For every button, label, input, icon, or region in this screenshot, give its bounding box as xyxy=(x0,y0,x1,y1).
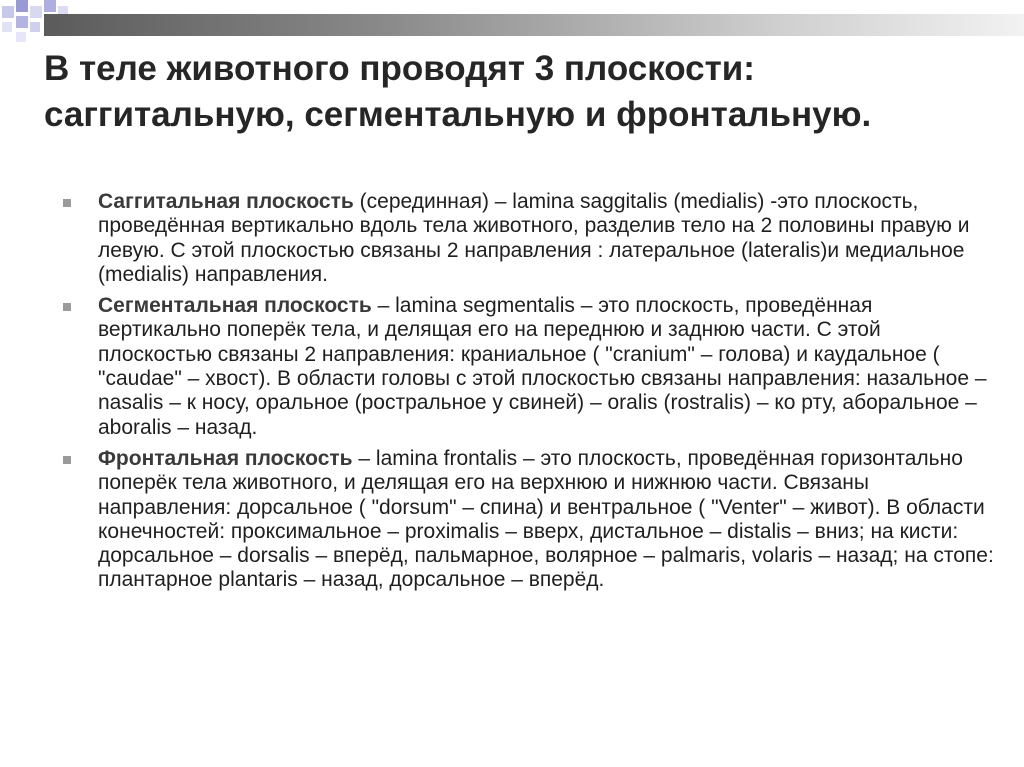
square-bullet-icon xyxy=(63,456,71,464)
term-segmental: Сегментальная плоскость xyxy=(98,294,372,318)
bullet-list xyxy=(62,190,997,600)
bullet-item-sagittal xyxy=(62,190,997,287)
square-bullet-icon xyxy=(63,199,71,207)
description-segmental: – lamina segmentalis – это плоскость, проведённая вертикально поперёк тела, и делящая его на переднюю и заднюю части. С этой плоскостью связаны 2 направления: краниальное ( "cranium" – голова) и каудальное ( "caudae" – хвост). В области головы с этой плоскостью связаны направления: назальное – nasalis – к носу, оральное (ростральное у свиней) – oralis (rostralis) – ко рту, аборальное – aboralis – назад. xyxy=(98,294,987,439)
bullet-item-frontal xyxy=(62,447,997,593)
description-frontal: – lamina frontalis – это плоскость, проведённая горизонтально поперёк тела животного, и делящая его на верхнюю и нижнюю части. Связаны направления: дорсальное ( "dorsum" – спина) и вентральное ( "Venter" – живот). В области конечностей: проксимальное – proximalis – вверх, дистальное – distalis – вниз; на кисти: дорсальное – dorsalis – вперёд, пальмарное, волярное – palmaris, volaris – назад; на стопе: плантарное plantaris – назад, дорсальное – вперёд. xyxy=(98,446,994,592)
bullet-item-segmental xyxy=(62,294,997,440)
square-bullet-icon xyxy=(63,303,71,311)
slide-title: В теле животного проводят 3 плоскости: саггитальную, сегментальную и фронтальную. xyxy=(44,49,872,134)
term-frontal: Фронтальная плоскость xyxy=(98,446,353,470)
term-sagittal: Саггитальная плоскость xyxy=(98,190,354,213)
description-sagittal: (серединная) – lamina saggitalis (medialis) -это плоскость, проведённая вертикально вдоль тела животного, разделив тело на 2 половины правую и левую. С этой плоскостью связаны 2 направления : латеральное (lateralis)и медиальное (medialis) направления. xyxy=(98,190,970,286)
header-gradient-bar xyxy=(44,14,1024,36)
